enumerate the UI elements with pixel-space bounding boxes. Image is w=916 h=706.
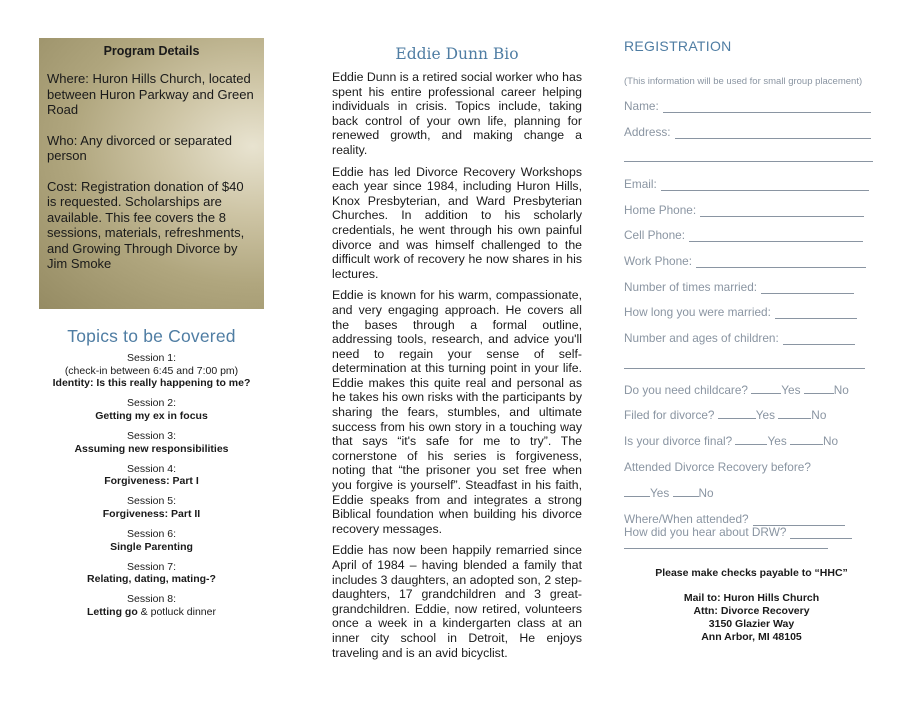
childcare-label: Do you need childcare? [624, 383, 748, 397]
mailing-address [624, 592, 879, 644]
session-label: Session 3: [126, 429, 177, 442]
checks-payable-note: Please make checks payable to “HHC” [655, 567, 848, 579]
cell-phone-line[interactable] [689, 230, 863, 242]
address-label: Address: [624, 125, 671, 139]
registration-note: (This information will be used for small group placement) [624, 76, 863, 87]
mail-line-2: Attn: Divorce Recovery [693, 605, 810, 617]
childcare-yes-blank[interactable] [751, 383, 781, 394]
email-line[interactable] [661, 179, 869, 191]
bio-text [332, 70, 582, 667]
topics-title: Topics to be Covered [67, 326, 236, 346]
program-who: Who: Any divorced or separated person [47, 132, 232, 163]
final-no-blank[interactable] [790, 434, 823, 445]
children-label: Number and ages of children: [624, 331, 779, 345]
final-question[interactable] [624, 434, 838, 448]
session-title: Identity: Is this really happening to me? [52, 377, 251, 390]
bio-paragraph-3: Eddie is known for his warm, compassionate, and very engaging approach. He covers all the bases through a formal outline, addressing tools, research, and advice you'll need to regain your sense of self-determination at this turning point in your life. Eddie makes this quite real and personal as he takes his own risks with the participants by sharing the fears, stumbles, and ultimate success from his own story in a touching way that says “it's safe for me to try”. The cornerstone of his series is forgiveness, noting that “the prisoner you set free when you forgive is yourself”. Steadfast in his faith, Eddie speaks from and integrates a strong Biblical foundation when building his divorce recovery messages. [332, 288, 582, 536]
filed-question[interactable] [624, 408, 826, 422]
yes-label: Yes [755, 408, 776, 422]
name-field[interactable] [624, 99, 871, 113]
hear-field[interactable] [624, 525, 852, 539]
session-1 [39, 352, 264, 390]
session-label: Session 7: [126, 560, 177, 573]
attended-question [624, 460, 811, 474]
session-list [39, 352, 264, 626]
times-married-field[interactable] [624, 280, 854, 294]
times-married-label: Number of times married: [624, 280, 758, 294]
cell-phone-label: Cell Phone: [624, 228, 685, 242]
name-line[interactable] [663, 101, 871, 113]
email-label: Email: [624, 177, 657, 191]
session-note: (check-in between 6:45 and 7:00 pm) [64, 364, 239, 377]
session-title: Assuming new responsibilities [74, 442, 229, 455]
session-5 [39, 495, 264, 520]
session-label: Session 1: [126, 352, 177, 364]
how-long-line[interactable] [775, 307, 857, 319]
registration-title: REGISTRATION [624, 38, 732, 54]
bio-title: Eddie Dunn Bio [395, 45, 519, 63]
yes-label: Yes [781, 383, 801, 397]
final-yes-blank[interactable] [735, 434, 767, 445]
filed-yes-blank[interactable] [718, 408, 756, 419]
name-label: Name: [624, 99, 659, 113]
how-long-field[interactable] [624, 305, 857, 319]
session-label: Session 5: [126, 495, 177, 508]
session-label: Session 8: [126, 593, 177, 606]
cell-phone-field[interactable] [624, 228, 863, 242]
bio-paragraph-1: Eddie Dunn is a retired social worker who has spent his entire professional career helping individuals in crisis. Topics include, taking back control of your own life, planning for renewed growth, and making change a reality. [332, 70, 582, 157]
session-title: Forgiveness: Part I [104, 475, 199, 488]
work-phone-field[interactable] [624, 254, 866, 268]
no-label: No [698, 486, 714, 500]
mail-line-3: 3150 Glazier Way [708, 618, 795, 630]
mail-line-1: Mail to: Huron Hills Church [683, 592, 820, 604]
program-where: Where: Huron Hills Church, located between Huron Parkway and Green Road [47, 71, 254, 117]
yes-label: Yes [650, 486, 670, 500]
how-long-label: How long you were married: [624, 305, 771, 319]
session-title: Relating, dating, mating-? [87, 573, 216, 586]
home-phone-label: Home Phone: [624, 203, 697, 217]
no-label: No [833, 383, 849, 397]
home-phone-line[interactable] [700, 205, 864, 217]
address-line[interactable] [675, 127, 871, 139]
home-phone-field[interactable] [624, 203, 864, 217]
hear-line-2[interactable] [624, 548, 828, 549]
session-3 [39, 430, 264, 455]
attended-yes-blank[interactable] [624, 486, 650, 497]
session-label: Session 2: [126, 397, 177, 410]
work-phone-label: Work Phone: [624, 254, 692, 268]
attended-label: Attended Divorce Recovery before? [624, 460, 811, 474]
program-details-title: Program Details [103, 44, 200, 58]
program-details-box [39, 38, 264, 309]
times-married-line[interactable] [761, 282, 854, 294]
bio-paragraph-2: Eddie has led Divorce Recovery Workshops each year since 1984, including Huron Hills, Knox Presbyterian, and Ward Presbyterian Churches. In addition to his scholarly credentials, he went through his own painful divorce and was himself challenged to the difficult work of recovery he now shares in his lectures. [332, 164, 582, 281]
mail-line-4: Ann Arbor, MI 48105 [701, 631, 802, 643]
session-label: Session 4: [126, 462, 177, 475]
attended-answer[interactable] [624, 486, 714, 500]
children-line-2[interactable] [624, 368, 865, 369]
work-phone-line[interactable] [696, 256, 866, 268]
session-label: Session 6: [126, 528, 177, 541]
session-title: Getting my ex in focus [95, 409, 208, 422]
no-label: No [811, 408, 827, 422]
children-field[interactable] [624, 331, 855, 345]
session-title-line [39, 606, 264, 619]
session-8 [39, 593, 264, 618]
session-6 [39, 528, 264, 553]
bio-paragraph-4: Eddie has now been happily remarried since April of 1984 – having blended a family that includes 3 daughters, an adopted son, 2 step-daughters, 17 grandchildren and 3 great-grandchildren. Eddie, now retired, volunteers once a week in a kindergarten class at an inner city school in Detroit, He enjoys traveling and is an avid bicyclist. [332, 543, 582, 660]
session-extra: & potluck dinner [137, 606, 216, 618]
where-when-label: Where/When attended? [624, 512, 749, 526]
where-when-field[interactable] [624, 512, 845, 526]
session-title: Letting go [87, 606, 138, 618]
session-7 [39, 561, 264, 586]
filed-label: Filed for divorce? [624, 408, 715, 422]
no-label: No [823, 434, 839, 448]
program-cost: Cost: Registration donation of $40 is requested. Scholarships are available. This fee covers the 8 sessions, materials, refreshments, and Growing Through Divorce by Jim Smoke [47, 178, 245, 271]
email-field[interactable] [624, 177, 869, 191]
yes-label: Yes [767, 434, 787, 448]
session-4 [39, 463, 264, 488]
attended-no-blank[interactable] [673, 486, 699, 497]
filed-no-blank[interactable] [778, 408, 811, 419]
childcare-no-blank[interactable] [804, 383, 834, 394]
hear-label: How did you hear about DRW? [624, 525, 787, 539]
childcare-question[interactable] [624, 383, 849, 397]
hear-line[interactable] [790, 527, 852, 539]
session-title: Single Parenting [110, 540, 193, 553]
session-title: Forgiveness: Part II [102, 507, 201, 520]
address-line-2[interactable] [624, 161, 873, 162]
address-field[interactable] [624, 125, 871, 139]
final-label: Is your divorce final? [624, 434, 733, 448]
session-2 [39, 397, 264, 422]
children-line[interactable] [783, 333, 855, 345]
